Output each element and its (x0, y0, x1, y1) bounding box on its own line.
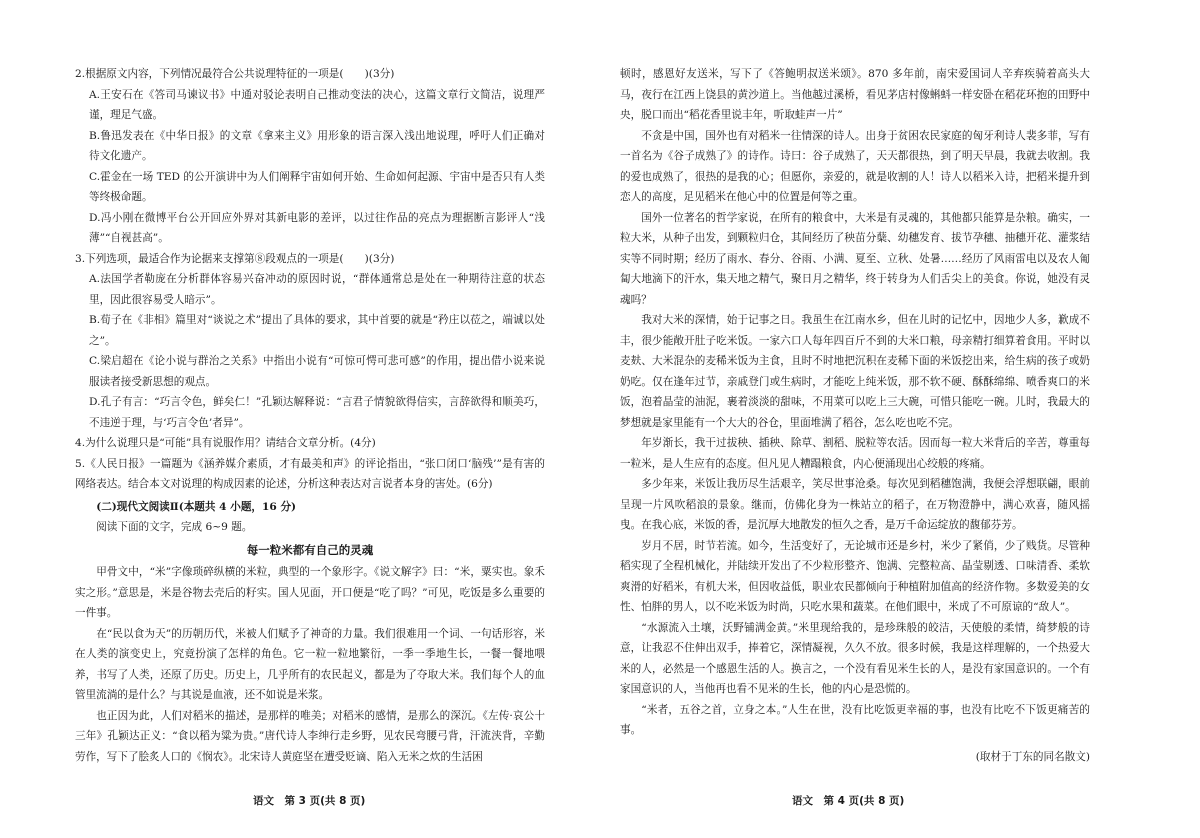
article-paragraph: 多少年来，米饭让我历尽生活艰辛，笑尽世事沧桑。每次见到稻穗饱满，我便会浮想联翩，眼前呈现一片风吹稻浪的景象。继而，仿佛化身为一株站立的稻子，在万物澄静中，满心欢喜，随风摇曳。在我心底，米饭的香，是沉厚大地散发的恒久之香，是万千命运绽放的馥郁芬芳。 (620, 478, 1090, 531)
question-3-option-c: C.梁启超在《论小说与群治之关系》中指出小说有“可惊可愕可悲可感”的作用，提出借小说来说服读者接受新思想的观点。 (89, 355, 545, 388)
article-paragraph: 岁月不居，时节若流。如今，生活变好了，无论城市还是乡村，米少了紧俏，少了贱货。尽管种稻实现了全程机械化，并陆续开发出了不少粒形整齐、饱满、完整粒高、晶莹剔透、口味清香、柔软爽滑的好稻米，有机大米，但因收益低，职业农民都倾向于种植附加值高的经济作物。多数爱美的女性、怕胖的男人，以不吃米饭为时尚，只吃水果和蔬菜。在他们眼中，米成了不可原谅的“敌人”。 (620, 539, 1090, 613)
page-footer-left: 语文 第 3 页(共 8 页) (253, 795, 366, 807)
question-2-option-a: A.王安石在《答司马谏议书》中通对驳论表明自己推动变法的决心，这篇文章行文简洁，说理严谨，理足气盛。 (89, 88, 545, 121)
article-paragraph: 甲骨文中，“米”字像琐碎纵横的米粒，典型的一个象形字。《说文解字》曰：“米，粟实也。象禾实之形。”意思是，米是谷物去壳后的籽实。国人见面，开口便是“吃了吗？”可见，吃饭是多么重要的一件事。 (75, 566, 545, 619)
article-title: 每一粒米都有自己的灵魂 (246, 542, 374, 557)
article-paragraph: “水源流入土壤，沃野铺满金黄。”米里现给我的，是珍珠般的皎洁，天使般的柔情，绮梦般的诗意，让我忍不住伸出双手，捧着它，深情凝视，久久不放。很多时候，我是这样理解的，一个热爱大米的人，必然是一个感恩生活的人。换言之，一个没有看见米生长的人，是没有家国意识的。一个有家国意识的人，当他再也看不见米的生长，他的内心是恐慌的。 (620, 621, 1090, 695)
article-paragraph: 在“民以食为天”的历朝历代，米被人们赋予了神奇的力量。我们很难用一个词、一句话形容，米在人类的演变史上，究竟扮演了怎样的角色。它一粒一粒地繁衍，一季一季地生长，一餐一餐地喂养，书写了人类，还原了历史。历史上，几乎所有的农民起义，都是为了夺取大米。我们每个人的血管里流淌的是什么？与其说是血液，还不如说是米浆。 (75, 627, 545, 701)
article-paragraph: 顿时，感恩好友送米，写下了《答鲍明叔送米颂》。870 多年前，南宋爱国词人辛弃疾骑着高头大马，夜行在江西上饶县的黄沙道上。当他越过溪桥，看见茅店村像蝌蚪一样安卧在稻花环抱的田野中央，脱口而出“稻花香里说丰年，听取蛙声一片” (620, 68, 1090, 121)
question-2-option-d: D.冯小刚在微博平台公开回应外界对其新电影的差评，以过往作品的亮点为理据断言影评人“浅薄”“自视甚高”。 (89, 211, 545, 244)
question-2-option-c: C.霍金在一场 TED 的公开演讲中为人们阐释宇宙如何开始、生命如何起源、宇宙中是否只有人类等终极命题。 (89, 170, 545, 203)
article-paragraph: 我对大米的深情，始于记事之日。我虽生在江南水乡，但在儿时的记忆中，因地少人多，歉成不丰，很少能敞开肚子吃米饭。一家六口人每年四百斤不到的大米口粮，母亲精打细算着食用。平时以麦麸、大米混杂的麦稀米饭为主食，且时不时地把沉积在麦稀下面的米饭挖出来，给生病的孩子或奶奶吃。仅在逢年过节，亲戚登门或生病时，才能吃上纯米饭，那不软不硬、酥酥绵绵、喷香爽口的米饭，泡着晶莹的油泥，裹着淡淡的甜味，不用菜可以吃上三大碗，可惜只能吃一碗。儿时，我最大的梦想就是家里能有一个大大的谷仓，里面堆满了稻谷，怎么吃也吃不完。 (620, 314, 1090, 429)
article-paragraph: “米者，五谷之首，立身之本。”人生在世，没有比吃饭更幸福的事，也没有比吃不下饭更痛苦的事。 (620, 703, 1090, 736)
question-2: 2.根据原文内容，下列情况最符合公共说理特征的一项是( )(3分) (75, 68, 395, 80)
page-footer-right: 语文 第 4 页(共 8 页) (792, 795, 905, 807)
article-paragraph: 国外一位著名的哲学家说，在所有的粮食中，大米是有灵魂的，其他都只能算是杂粮。确实，一粒大米，从种子出发，到颗粒归仓，其间经历了秧苗分蘖、幼穗发育、拔节孕穗、抽穗开花、灌浆结实等不同时期；经历了雨水、春分、谷雨、小满、夏至、立秋、处暑……经历了风雨雷电以及农人匍匐大地滴下的汗水，集天地之精气，聚日月之精华，终于转身为人们舌尖上的美食。你说，她没有灵魂吗？ (620, 211, 1090, 306)
article-paragraph: 也正因为此，人们对稻米的描述，是那样的唯美；对稻米的感情，是那么的深沉。《左传·哀公十三年》孔颖达正义：“食以稻为粱为贵。”唐代诗人李绅行走乡野，见农民弯腰弓背，汗流浃背，辛勤劳作，写下了脍炙人口的《悯农》。北宋诗人黄庭坚在遭受贬谪、陷入无米之炊的生活困 (75, 709, 545, 763)
section-heading: (二)现代文阅读Ⅱ(本题共 4 小题，16 分) (96, 500, 297, 513)
question-3-option-b: B.荀子在《非相》篇里对“谈说之术”提出了具体的要求，其中首要的就是“矜庄以莅之，端诚以处之”。 (89, 314, 545, 347)
article-paragraph: 年岁渐长，我干过拔秧、插秧、除草、割稻、脱粒等农活。因而每一粒大米背后的辛苦，尊重每一粒米，是人生应有的态度。但凡见人糟蹋粮食，内心便涌现出心绞般的疼痛。 (620, 437, 1090, 470)
question-2-option-b: B.鲁迅发表在《中华日报》的文章《拿来主义》用形象的语言深入浅出地说理，呼吁人们正确对待文化遗产。 (89, 129, 545, 162)
question-4: 4.为什么说理只是“可能”具有说服作用？请结合文章分析。(4分) (75, 437, 376, 449)
left-page-column (75, 64, 545, 767)
article-paragraph: 不贪是中国，国外也有对稻米一往情深的诗人。出身于贫困农民家庭的匈牙利诗人裴多菲，写有一首名为《谷子成熟了》的诗作。诗曰：谷子成熟了，天天都很热，到了明天早晨，我就去收割。我的爱也成熟了，很热的是我的心；但愿你，亲爱的，就是收割的人！诗人以稻米入诗，把稻米提升到恋人的高度，足见稻米在他心中的位置是何等之重。 (620, 129, 1090, 203)
question-3-option-d: D.孔子有言：“巧言令色，鲜矣仁！”孔颖达解释说：“言君子情貌欲得信实，言辞欲得和顺美巧，不违逆于理，与‘巧言令色’者异”。 (89, 396, 545, 429)
question-5: 5.《人民日报》一篇题为《涵养媒介素质，才有最美和声》的评论指出，“张口闭口‘脑残’”是有害的网络表达。结合本文对说理的构成因素的论述，分析这种表达对言说者本身的害处。(6分) (75, 457, 545, 490)
question-3: 3.下列选项，最适合作为论据来支撑第⑧段观点的一项是( )(3分) (75, 252, 395, 265)
right-page-column (620, 64, 1090, 767)
reading-instruction: 阅读下面的文字，完成 6~9 题。 (96, 521, 253, 533)
question-3-option-a: A.法国学者勒庞在分析群体容易兴奋冲动的原因时说，“群体通常总是处在一种期待注意的状态里，因此很容易受人暗示”。 (89, 273, 545, 306)
article-source: (取材于丁东的同名散文) (975, 750, 1090, 763)
